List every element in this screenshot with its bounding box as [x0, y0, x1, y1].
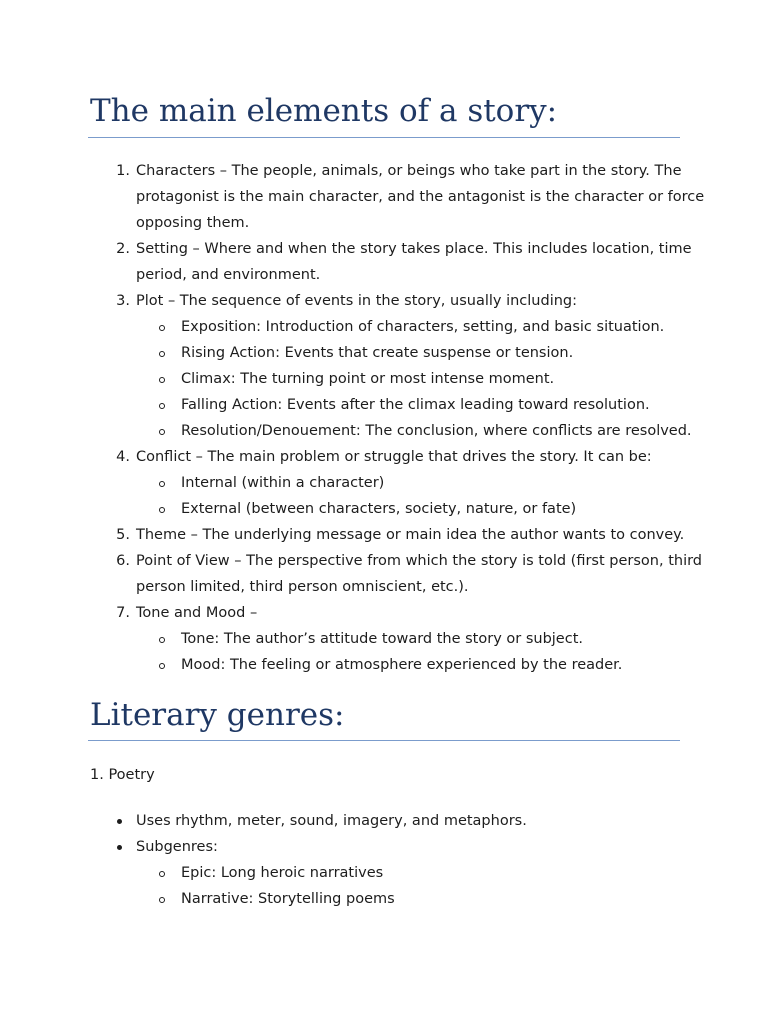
list-item-text: Characters – The people, animals, or beings who take part in the story. The: [136, 163, 682, 179]
circle-bullet-icon: [159, 351, 165, 357]
sub-item-text: External (between characters, society, nature, or fate): [181, 501, 577, 517]
circle-bullet-icon: [159, 429, 165, 435]
circle-bullet-icon: [159, 377, 165, 383]
sub-item-text: Rising Action: Events that create suspense or tension.: [181, 345, 574, 361]
list-item-number: 5.: [116, 527, 130, 543]
list-item-text: Conflict – The main problem or struggle that drives the story. It can be:: [136, 449, 652, 465]
section-heading-story-elements: The main elements of a story:: [90, 93, 558, 129]
sub-item-text: Exposition: Introduction of characters, setting, and basic situation.: [181, 319, 665, 335]
list-item-text: period, and environment.: [136, 267, 321, 283]
sub-item-text: Resolution/Denouement: The conclusion, where conflicts are resolved.: [181, 423, 692, 439]
list-item-number: 7.: [116, 605, 130, 621]
section-heading-literary-genres: Literary genres:: [90, 697, 345, 733]
bullet-icon: [117, 845, 122, 850]
list-item-text: opposing them.: [136, 215, 250, 231]
genre-subheading: 1. Poetry: [90, 767, 155, 783]
sub-item-text: Internal (within a character): [181, 475, 385, 491]
list-item-text: Point of View – The perspective from which the story is told (first person, third: [136, 553, 703, 569]
sub-item-text: Narrative: Storytelling poems: [181, 891, 395, 907]
circle-bullet-icon: [159, 871, 165, 877]
sub-item-text: Falling Action: Events after the climax leading toward resolution.: [181, 397, 650, 413]
list-item-text: Plot – The sequence of events in the story, usually including:: [136, 293, 577, 309]
circle-bullet-icon: [159, 507, 165, 513]
sub-item-text: Mood: The feeling or atmosphere experienced by the reader.: [181, 657, 623, 673]
list-item-number: 6.: [116, 553, 130, 569]
bullet-text: Subgenres:: [136, 839, 218, 855]
list-item-number: 3.: [116, 293, 130, 309]
list-item-text: Tone and Mood –: [136, 605, 258, 621]
list-item-number: 2.: [116, 241, 130, 257]
circle-bullet-icon: [159, 897, 165, 903]
list-item-text: person limited, third person omniscient, etc.).: [136, 579, 469, 595]
list-item-number: 1.: [116, 163, 130, 179]
circle-bullet-icon: [159, 637, 165, 643]
circle-bullet-icon: [159, 403, 165, 409]
list-item-text: protagonist is the main character, and the antagonist is the character or force: [136, 189, 705, 205]
bullet-icon: [117, 819, 122, 824]
circle-bullet-icon: [159, 481, 165, 487]
circle-bullet-icon: [159, 325, 165, 331]
sub-item-text: Tone: The author’s attitude toward the story or subject.: [181, 631, 583, 647]
heading-underline: [88, 740, 680, 741]
list-item-text: Theme – The underlying message or main idea the author wants to convey.: [136, 527, 685, 543]
list-item-number: 4.: [116, 449, 130, 465]
list-item-text: Setting – Where and when the story takes place. This includes location, time: [136, 241, 692, 257]
sub-item-text: Climax: The turning point or most intense moment.: [181, 371, 555, 387]
circle-bullet-icon: [159, 663, 165, 669]
bullet-text: Uses rhythm, meter, sound, imagery, and metaphors.: [136, 813, 527, 829]
heading-underline: [88, 137, 680, 138]
sub-item-text: Epic: Long heroic narratives: [181, 865, 384, 881]
